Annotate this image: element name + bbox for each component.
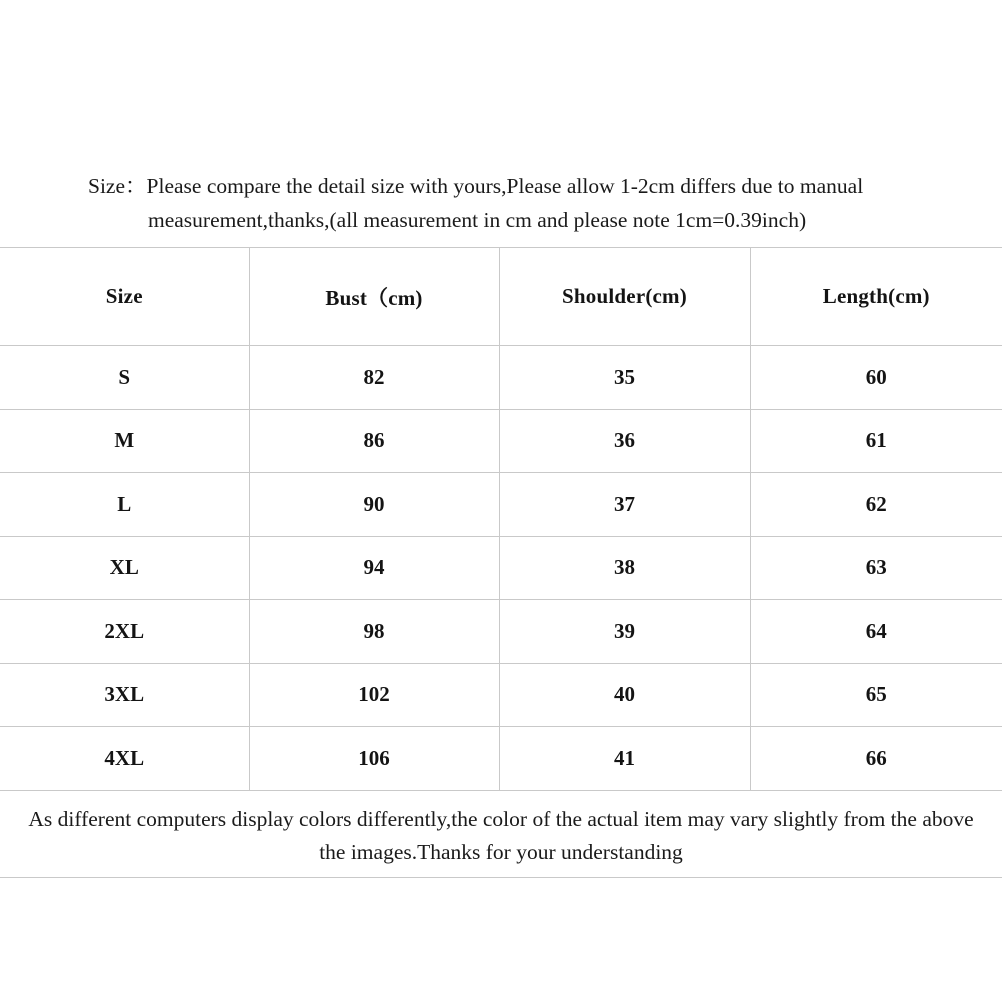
cell-length: 61 <box>750 409 1002 473</box>
column-header-shoulder: Shoulder(cm) <box>499 248 750 346</box>
cell-size: XL <box>0 536 249 600</box>
column-header-bust: Bust（cm) <box>249 248 499 346</box>
table-row <box>0 473 1002 537</box>
cell-size: 2XL <box>0 600 249 664</box>
cell-size: 3XL <box>0 663 249 727</box>
cell-shoulder: 40 <box>499 663 750 727</box>
column-header-length: Length(cm) <box>750 248 1002 346</box>
column-header-size: Size <box>0 248 249 346</box>
measurement-note-line-2: measurement,thanks,(all measurement in cm and please note 1cm=0.39inch) <box>148 208 807 232</box>
table-header-row <box>0 248 1002 346</box>
cell-shoulder: 38 <box>499 536 750 600</box>
table-row <box>0 727 1002 791</box>
cell-bust: 98 <box>249 600 499 664</box>
cell-length: 66 <box>750 727 1002 791</box>
color-disclaimer-note <box>0 791 1002 878</box>
cell-length: 63 <box>750 536 1002 600</box>
cell-bust: 86 <box>249 409 499 473</box>
color-disclaimer-line-1: As different computers display colors differently,the color of the actual item may vary slightly from the above <box>28 806 974 831</box>
cell-size: M <box>0 409 249 473</box>
cell-length: 60 <box>750 346 1002 410</box>
measurement-note-line-1: Size：Please compare the detail size with yours,Please allow 1-2cm differs due to manual <box>88 174 864 198</box>
size-table <box>0 247 1002 791</box>
table-row <box>0 600 1002 664</box>
cell-shoulder: 35 <box>499 346 750 410</box>
cell-bust: 106 <box>249 727 499 791</box>
size-table-head <box>0 248 1002 346</box>
table-row <box>0 536 1002 600</box>
size-chart-sheet <box>0 155 1002 878</box>
table-row <box>0 346 1002 410</box>
cell-size: 4XL <box>0 727 249 791</box>
cell-bust: 102 <box>249 663 499 727</box>
cell-length: 64 <box>750 600 1002 664</box>
cell-size: L <box>0 473 249 537</box>
size-table-body <box>0 346 1002 791</box>
cell-shoulder: 39 <box>499 600 750 664</box>
color-disclaimer-line-2: the images.Thanks for your understanding <box>319 839 683 864</box>
cell-bust: 90 <box>249 473 499 537</box>
cell-bust: 94 <box>249 536 499 600</box>
cell-length: 62 <box>750 473 1002 537</box>
cell-shoulder: 36 <box>499 409 750 473</box>
cell-shoulder: 37 <box>499 473 750 537</box>
measurement-note <box>0 155 1002 247</box>
cell-shoulder: 41 <box>499 727 750 791</box>
cell-size: S <box>0 346 249 410</box>
table-row <box>0 663 1002 727</box>
cell-length: 65 <box>750 663 1002 727</box>
cell-bust: 82 <box>249 346 499 410</box>
table-row <box>0 409 1002 473</box>
